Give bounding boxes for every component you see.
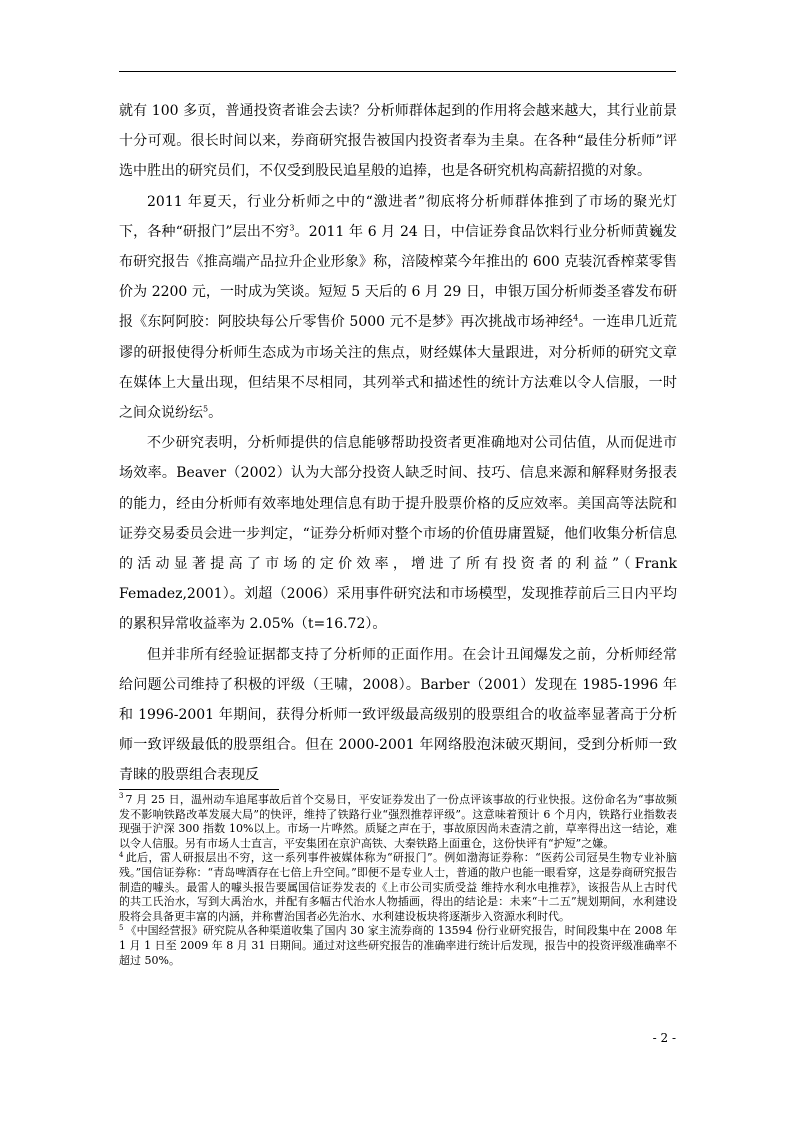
footnote-reference: 3 bbox=[289, 223, 295, 233]
paragraph-text: 。一连串几近荒谬的研报使得分析师生态成为市场关注的焦点，财经媒体大量跟进，对分析师的研究文章在媒体上大量出现，但结果不尽相同，其列举式和描述性的统计方法难以令人信服，一时之间众说纷纭 bbox=[119, 314, 678, 422]
paragraph-text: 但并非所有经验证据都支持了分析师的正面作用。在会计丑闻爆发之前，分析师经常给问题公司维持了积极的评级（王啸，2008）。Barber（2001）发现在 1985-1996 年和 1996-2001 年期间，获得分析师一致评级最高级别的股票组合的收益率显著高于分析师一致评级最低的股票组合。但在 2000-2001 年网络股泡沫破灭期间，受到分析师一致青睐的股票组合表现反 bbox=[119, 646, 677, 784]
body-paragraph bbox=[119, 640, 677, 791]
footnote-reference: 4 bbox=[573, 313, 579, 323]
body-paragraph bbox=[119, 187, 677, 429]
footnote-text: 7 月 25 日，温州动车追尾事故后首个交易日，平安证券发出了一份点评该事故的行业快报。这份命名为“事故频发不影响铁路改革发展大局”的快评，维持了铁路行业“强烈推荐评级”。这意味着预计 6 个月内，铁路行业指数表现强于沪深 300 指数 10%以上。市场一片哗然。质疑之声在于，事故原因尚未查清之前，草率得出这一结论，难以令人信服。另有市场人士直言，平安集团在京沪高铁、大秦铁路上面重仓，这份快评有“护短”之嫌。 bbox=[119, 793, 677, 850]
footnote-reference: 5 bbox=[203, 404, 209, 414]
footnote bbox=[119, 793, 677, 851]
body-text bbox=[119, 96, 677, 791]
footnote bbox=[119, 924, 677, 968]
footnote-number: 3 bbox=[119, 792, 124, 801]
footnote bbox=[119, 851, 677, 924]
footnote-number: 5 bbox=[119, 923, 124, 932]
footnote-separator bbox=[119, 789, 279, 790]
footnote-text: 此后，雷人研报层出不穷，这一系列事件被媒体称为“研报门”。例如渤海证券称：“医药公司冠昊生物专业补脑残。”国信证券称：“青岛啤酒存在七倍上升空间。”即便不是专业人士，普通的散户也能一眼看穿，这是券商研究报告制造的噱头。最雷人的噱头报告要属国信证券发表的《上市公司实质受益 维持水利水电推荐》，该报告从上古时代的共工氏治水，写到大禹治水，并配有多幅古代治水人物插画，得出的结论是：未来“十二五”规划期间，水利建设股将会具备更丰富的内涵，并称曹治国者必先治水、水利建设板块将逐渐步入资源水利时代。 bbox=[119, 851, 677, 923]
paragraph-text: 。2011 年 6 月 24 日，中信证券食品饮料行业分析师黄巍发布研究报告《推高端产品拉升企业形象》称，涪陵榨菜今年推出的 600 克装沉香榨菜零售价为 2200 元，一时成为笑谈。短短 5 天后的 6 月 29 日，申银万国分析师娄圣睿发布研报《东阿阿胶：阿胶块每公斤零售价 5000 元不是梦》再次挑战市场神经 bbox=[119, 223, 677, 331]
paragraph-text: 就有 100 多页，普通投资者谁会去读？分析师群体起到的作用将会越来越大，其行业前景十分可观。很长时间以来，券商研究报告被国内投资者奉为圭臬。在各种“最佳分析师”评选中胜出的研究员们，不仅受到股民追星般的追捧，也是各研究机构高薪招揽的对象。 bbox=[119, 103, 677, 180]
footnotes bbox=[119, 793, 677, 968]
paragraph-text: 不少研究表明，分析师提供的信息能够帮助投资者更准确地对公司估值，从而促进市场效率。Beaver（2002）认为大部分投资人缺乏时间、技巧、信息来源和解释财务报表的能力，经由分析师有效率地处理信息有助于提升股票价格的反应效率。美国高等法院和证券交易委员会进一步判定，“证券分析师对整个市场的价值毋庸置疑，他们收集分析信息的活动显著提高了市场的定价效率，增进了所有投资者的利益”（Frank Femadez,2001）。刘超（2006）采用事件研究法和市场模型，发现推荐前后三日内平均的累积异常收益率为 2.05%（t=16.72）。 bbox=[119, 435, 677, 633]
body-paragraph bbox=[119, 428, 677, 639]
header-rule bbox=[119, 71, 676, 72]
footnote-number: 4 bbox=[119, 850, 124, 859]
body-paragraph bbox=[119, 96, 677, 187]
page-number: - 2 - bbox=[652, 1031, 676, 1045]
paragraph-text: 2011 年夏天，行业分析师之中的“激进者”彻底将分析师群体推到了市场的聚光灯下，各种“研报门”层出不穷 bbox=[119, 193, 677, 240]
footnote-text: 《中国经营报》研究院从各种渠道收集了国内 30 家主流券商的 13594 份行业研究报告，时间段集中在 2008 年 1 月 1 日至 2009 年 8 月 31 日期间。通过对这些研究报告的准确率进行统计后发现，报告中的投资评级准确率不超过 50%。 bbox=[119, 924, 677, 967]
paragraph-text: 。 bbox=[208, 405, 223, 422]
